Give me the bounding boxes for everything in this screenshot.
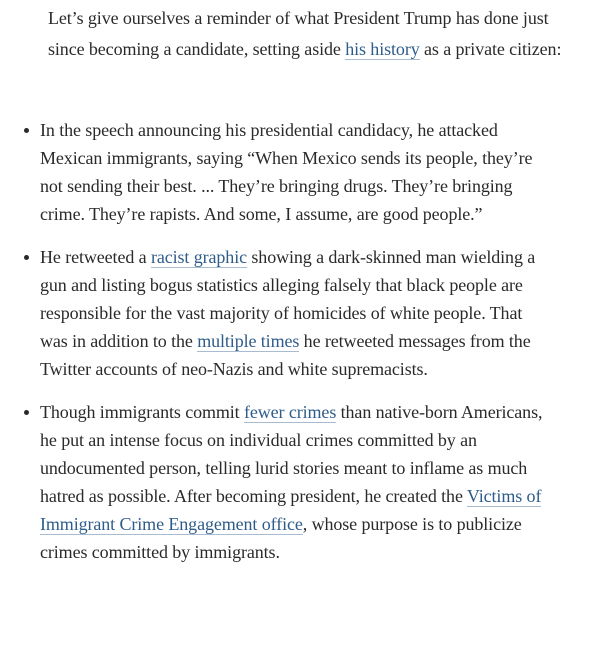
bullet-text: In the speech announcing his presidential candidacy, he attacked Mexican immigrants, saying “When Mexico sends its people, they’re not sending their best. ... They’re bringing drugs. They’re bringing crime. They’re rapists. And some, I assume, are good people.” [40, 120, 533, 224]
bullet-text: he retweeted messages from the Twitter accounts of neo-Nazis and white supremacists. [40, 331, 531, 379]
intro-text: Let’s give ourselves a reminder of what President Trump has done just since becoming a candidate, setting aside [48, 8, 549, 59]
intro-paragraph [48, 3, 588, 65]
his-history-link[interactable]: his history [345, 39, 420, 59]
bullet-text: than native-born Americans, he put an intense focus on individual crimes committed by an undocumented person, telling lurid stories meant to inflame as much hatred as possible. After becoming president, he created the [40, 402, 543, 506]
bullet-text: showing a dark-skinned man wielding a gun and listing bogus statistics alleging falsely that black people are responsible for the vast majority of homicides of white people. That was in addition to the [40, 247, 536, 351]
racist-graphic-link[interactable]: racist graphic [150, 247, 247, 267]
bullet-text: He retweeted a [40, 247, 151, 267]
voice-office-link[interactable]: Victims of Immigrant Crime Engagement office [40, 486, 542, 534]
list-item [23, 398, 543, 566]
article-body [48, 0, 588, 65]
list-item [23, 116, 543, 228]
fewer-crimes-link[interactable]: fewer crimes [243, 402, 337, 422]
bullet-text: Though immigrants commit [40, 402, 244, 422]
bullet-text: , whose purpose is to publicize crimes committed by immigrants. [40, 514, 522, 562]
intro-text-end: as a private citizen: [419, 39, 562, 59]
multiple-times-link[interactable]: multiple times [197, 331, 300, 351]
bullet-list [23, 116, 543, 566]
list-item [23, 243, 543, 383]
